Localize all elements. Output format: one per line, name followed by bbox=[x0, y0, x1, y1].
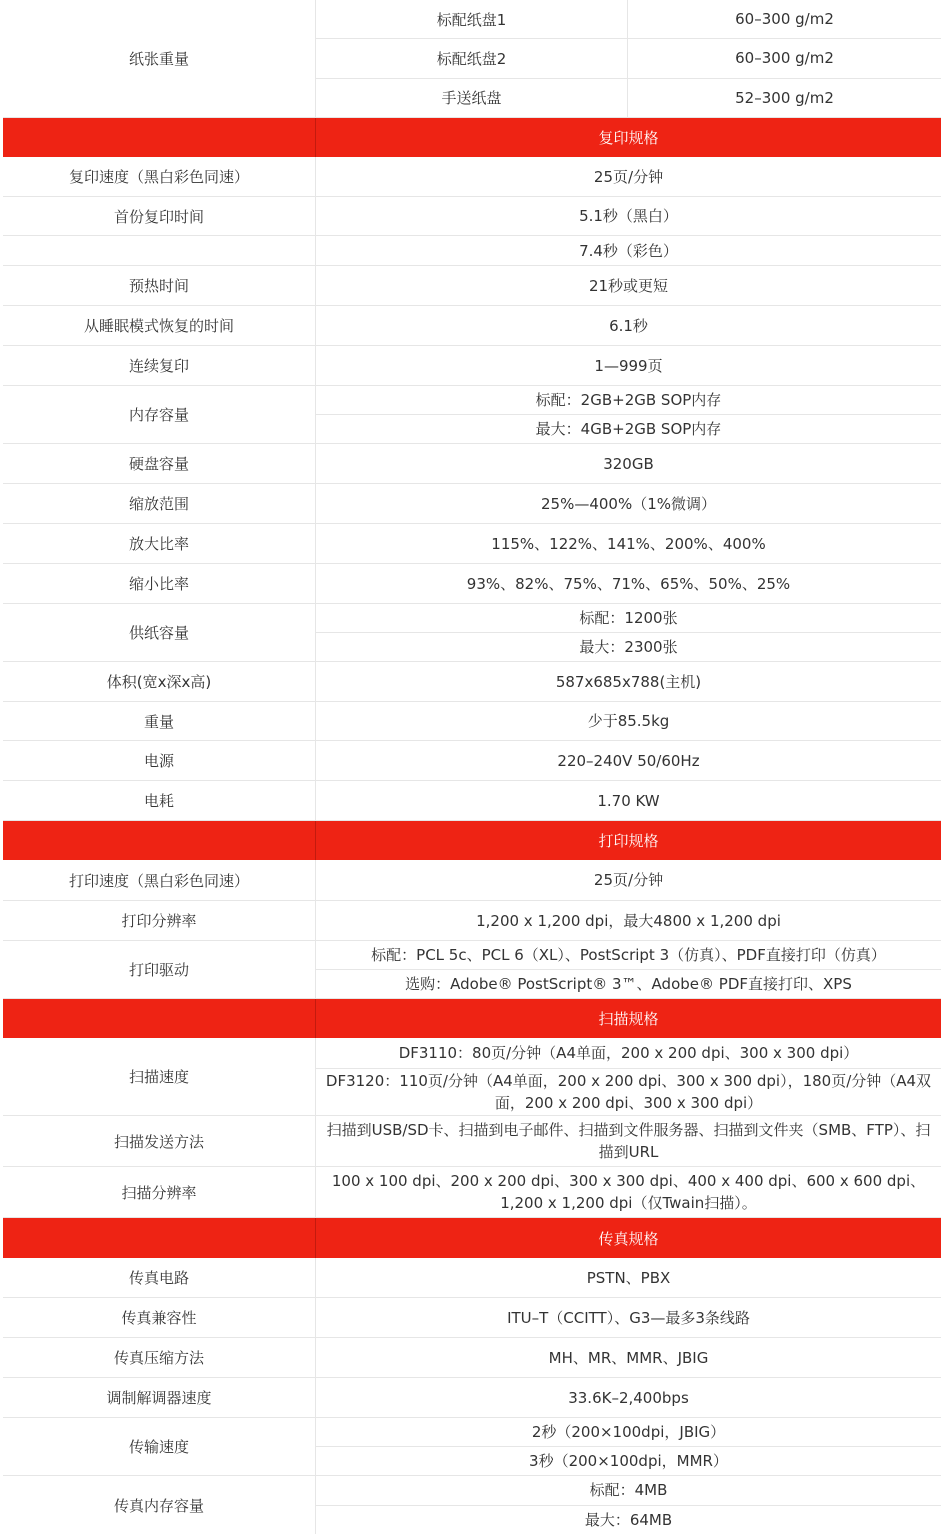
tray-row bbox=[316, 38, 941, 77]
spec-row bbox=[3, 941, 941, 999]
spec-label: 首份复印时间 bbox=[3, 197, 316, 235]
spec-label: 传真压缩方法 bbox=[3, 1338, 316, 1377]
spec-row bbox=[3, 604, 941, 662]
spec-row bbox=[3, 157, 941, 197]
spec-value: 1—999页 bbox=[594, 356, 663, 375]
spec-value: 100 x 100 dpi、200 x 200 dpi、300 x 300 dpi、400 x 400 dpi、600 x 600 dpi、1,200 x 1,200 dpi（仅Twain扫描）。 bbox=[331, 1172, 926, 1212]
spec-label: 预热时间 bbox=[3, 266, 316, 305]
spec-row bbox=[3, 266, 941, 306]
spec-value: 标配：PCL 5c、PCL 6（XL）、PostScript 3（仿真）、PDF直接打印（仿真） bbox=[371, 946, 886, 964]
spec-row bbox=[3, 662, 941, 702]
spec-label: 纸张重量 bbox=[3, 0, 316, 117]
section-header-copy bbox=[3, 118, 941, 157]
tray-weight: 60–300 g/m2 bbox=[735, 49, 834, 68]
spec-value: 33.6K–2,400bps bbox=[568, 1388, 689, 1407]
spec-row bbox=[3, 236, 941, 266]
section-title: 复印规格 bbox=[598, 129, 659, 147]
spec-label: 打印分辨率 bbox=[3, 901, 316, 940]
spec-row bbox=[3, 860, 941, 901]
spec-row bbox=[3, 444, 941, 484]
spec-value: 2秒（200×100dpi，JBIG） bbox=[531, 1423, 726, 1441]
spec-row bbox=[3, 702, 941, 741]
spec-row bbox=[3, 386, 941, 444]
spec-label: 传输速度 bbox=[3, 1418, 316, 1475]
spec-value: 6.1秒 bbox=[609, 316, 648, 335]
spec-label: 缩放范围 bbox=[3, 484, 316, 523]
spec-row bbox=[3, 1258, 941, 1298]
spec-row bbox=[3, 306, 941, 346]
spec-value: 标配：2GB+2GB SOP内存 bbox=[535, 391, 722, 409]
spec-value: 少于85.5kg bbox=[587, 712, 670, 730]
spec-label: 重量 bbox=[3, 702, 316, 740]
spec-label: 打印速度（黑白彩色同速） bbox=[3, 860, 316, 900]
spec-value: 最大：4GB+2GB SOP内存 bbox=[316, 414, 941, 443]
spec-value: 25%—400%（1%微调） bbox=[540, 494, 717, 513]
spec-value: 587x685x788(主机) bbox=[555, 672, 702, 691]
spec-value: 115%、122%、141%、200%、400% bbox=[491, 534, 766, 553]
spec-value: 7.4秒（彩色） bbox=[579, 241, 678, 260]
spec-label: 体积(宽x深x高) bbox=[3, 662, 316, 701]
spec-label: 放大比率 bbox=[3, 524, 316, 563]
spec-label: 扫描速度 bbox=[3, 1038, 316, 1115]
tray-row bbox=[316, 78, 941, 117]
spec-row bbox=[3, 1476, 941, 1534]
spec-label: 电源 bbox=[3, 741, 316, 780]
spec-row bbox=[3, 1116, 941, 1167]
tray-weight: 52–300 g/m2 bbox=[735, 88, 834, 107]
spec-label: 从睡眠模式恢复的时间 bbox=[3, 306, 316, 345]
tray-weight: 60–300 g/m2 bbox=[735, 10, 834, 29]
spec-label: 打印驱动 bbox=[3, 941, 316, 998]
spec-value: 1.70 KW bbox=[597, 791, 660, 810]
spec-value: 21秒或更短 bbox=[588, 276, 669, 295]
spec-value: 最大：64MB bbox=[316, 1505, 941, 1534]
section-title: 打印规格 bbox=[598, 832, 659, 850]
spec-row bbox=[3, 781, 941, 821]
spec-value bbox=[316, 0, 941, 117]
spec-label: 连续复印 bbox=[3, 346, 316, 385]
section-header-fax bbox=[3, 1218, 941, 1258]
tray-row bbox=[316, 0, 941, 38]
spec-value: 标配：1200张 bbox=[579, 609, 678, 627]
spec-row bbox=[3, 524, 941, 564]
tray-name: 手送纸盘 bbox=[316, 79, 628, 117]
spec-row bbox=[3, 346, 941, 386]
spec-row bbox=[3, 1038, 941, 1116]
spec-label: 传真电路 bbox=[3, 1258, 316, 1297]
spec-label: 内存容量 bbox=[3, 386, 316, 443]
spec-label bbox=[3, 236, 316, 265]
spec-value: 扫描到USB/SD卡、扫描到电子邮件、扫描到文件服务器、扫描到文件夹（SMB、FTP）、扫描到URL bbox=[326, 1121, 931, 1161]
spec-label: 扫描发送方法 bbox=[3, 1116, 316, 1166]
tray-name: 标配纸盘2 bbox=[316, 39, 628, 77]
spec-value: PSTN、PBX bbox=[586, 1268, 671, 1287]
spec-row bbox=[3, 484, 941, 524]
tray-name: 标配纸盘1 bbox=[316, 0, 628, 38]
spec-label: 传真兼容性 bbox=[3, 1298, 316, 1337]
spec-value: 220–240V 50/60Hz bbox=[557, 751, 700, 770]
spec-value: MH、MR、MMR、JBIG bbox=[548, 1348, 709, 1367]
section-header-print bbox=[3, 821, 941, 860]
spec-value: 25页/分钟 bbox=[593, 167, 664, 186]
spec-value: 选购：Adobe® PostScript® 3™、Adobe® PDF直接打印、XPS bbox=[316, 969, 941, 998]
spec-label: 供纸容量 bbox=[3, 604, 316, 661]
spec-row bbox=[3, 1167, 941, 1218]
section-title: 传真规格 bbox=[598, 1229, 659, 1248]
spec-label: 硬盘容量 bbox=[3, 444, 316, 483]
spec-label: 复印速度（黑白彩色同速） bbox=[3, 157, 316, 196]
spec-value: ITU–T（CCITT）、G3—最多3条线路 bbox=[507, 1308, 750, 1327]
section-header-scan bbox=[3, 999, 941, 1038]
spec-value: 标配：4MB bbox=[589, 1481, 668, 1500]
spec-row bbox=[3, 1298, 941, 1338]
spec-value: 1,200 x 1,200 dpi，最大4800 x 1,200 dpi bbox=[476, 911, 781, 930]
spec-row bbox=[3, 741, 941, 781]
spec-value: 93%、82%、75%、71%、65%、50%、25% bbox=[466, 574, 791, 593]
spec-label: 传真内存容量 bbox=[3, 1476, 316, 1534]
spec-row bbox=[3, 197, 941, 236]
spec-row bbox=[3, 901, 941, 941]
spec-row bbox=[3, 1378, 941, 1418]
spec-label: 调制解调器速度 bbox=[3, 1378, 316, 1417]
spec-value: DF3110：80页/分钟（A4单面，200 x 200 dpi、300 x 300 dpi） bbox=[398, 1044, 859, 1062]
spec-label: 电耗 bbox=[3, 781, 316, 820]
spec-value: 320GB bbox=[603, 454, 654, 473]
spec-value: 25页/分钟 bbox=[593, 871, 664, 889]
spec-value: 5.1秒（黑白） bbox=[579, 207, 678, 225]
spec-value: 最大：2300张 bbox=[316, 632, 941, 661]
spec-value: DF3120：110页/分钟（A4单面，200 x 200 dpi、300 x 300 dpi），180页/分钟（A4双面，200 x 200 dpi、300 x 300 dpi） bbox=[316, 1068, 941, 1115]
section-title: 扫描规格 bbox=[598, 1010, 659, 1028]
spec-row bbox=[3, 1418, 941, 1476]
spec-row bbox=[3, 1338, 941, 1378]
spec-label: 扫描分辨率 bbox=[3, 1167, 316, 1217]
spec-row bbox=[3, 564, 941, 604]
spec-value: 3秒（200×100dpi，MMR） bbox=[316, 1446, 941, 1475]
spec-row-paper-weight bbox=[3, 0, 941, 118]
spec-label: 缩小比率 bbox=[3, 564, 316, 603]
